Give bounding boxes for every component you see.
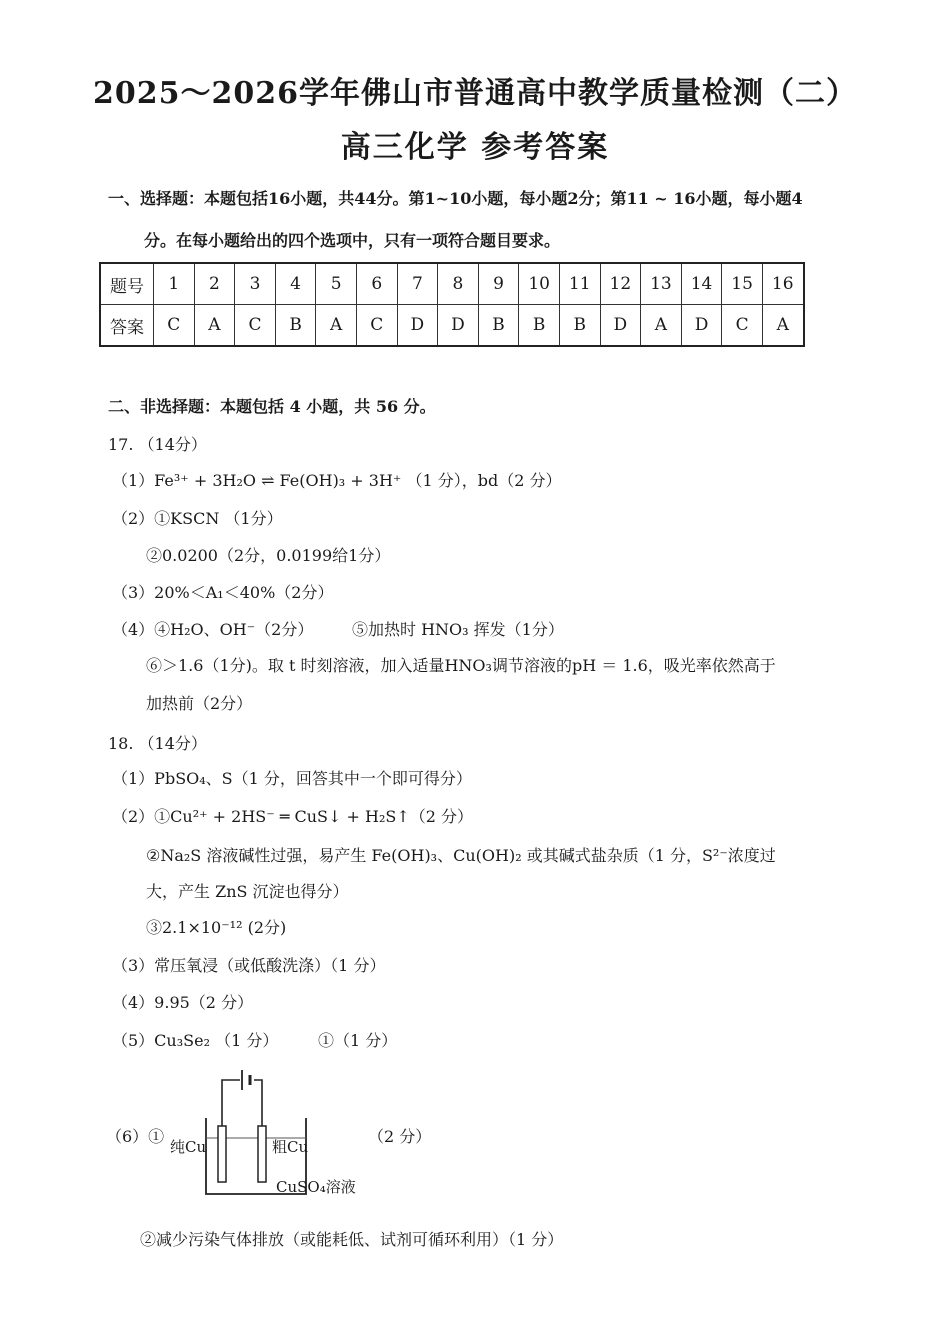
- answer-cell: D: [397, 305, 438, 347]
- answer-cell: D: [438, 305, 479, 347]
- question-number: 14: [681, 263, 722, 305]
- question-row-header: 题号: [100, 263, 154, 305]
- q18-part5b: ①（1 分）: [318, 1031, 398, 1050]
- q17-part2a: （2）①KSCN （1分）: [112, 509, 283, 528]
- question-number: 10: [519, 263, 560, 305]
- answer-cell: B: [559, 305, 600, 347]
- q17-part3: （3）20%＜A₁＜40%（2分）: [112, 583, 334, 602]
- pure-cu-electrode: [218, 1126, 226, 1182]
- q18-part1: （1）PbSO₄、S（1 分，回答其中一个即可得分）: [112, 769, 472, 788]
- question-number: 1: [154, 263, 195, 305]
- q17-part2b: ②0.0200（2分，0.0199给1分）: [146, 546, 391, 565]
- answer-cell: A: [194, 305, 235, 347]
- crude-cu-electrode: [258, 1126, 266, 1182]
- section1-intro-line2: 分。在每小题给出的四个选项中，只有一项符合题目要求。: [144, 231, 561, 250]
- answer-cell: C: [235, 305, 276, 347]
- q17-part4c: ⑥＞1.6（1分)。取 t 时刻溶液，加入适量HNO₃调节溶液的pH ＝ 1.6，吸光率依然高于: [146, 656, 776, 675]
- question-number: 8: [438, 263, 479, 305]
- answer-cell: A: [316, 305, 357, 347]
- q18-part2a: （2）①Cu²⁺ + 2HS⁻ ═ CuS↓ + H₂S↑（2 分）: [112, 807, 474, 826]
- question-number: 4: [275, 263, 316, 305]
- answer-cell: C: [722, 305, 763, 347]
- question-number: 5: [316, 263, 357, 305]
- question-number: 12: [600, 263, 641, 305]
- wire-right: [254, 1080, 262, 1130]
- q18-part2c: 大，产生 ZnS 沉淀也得分）: [146, 882, 349, 901]
- answer-table: [99, 262, 805, 347]
- page-title: 2025～2026学年佛山市普通高中教学质量检测（二）: [93, 76, 857, 111]
- q18-part6-score: （2 分）: [368, 1127, 432, 1146]
- answer-cell: C: [154, 305, 195, 347]
- answer-row: [100, 305, 804, 347]
- crude-cu-label: 粗Cu: [272, 1138, 309, 1156]
- q18-part5a: （5）Cu₃Se₂ （1 分）: [112, 1031, 279, 1050]
- q17-part1: （1）Fe³⁺ + 3H₂O ⇌ Fe(OH)₃ + 3H⁺ （1 分），bd（2 分）: [112, 471, 562, 490]
- q18-part6b: ②减少污染气体排放（或能耗低、试剂可循环利用）（1 分）: [140, 1230, 564, 1249]
- q17-title: 17. （14分）: [108, 435, 207, 454]
- answer-cell: B: [478, 305, 519, 347]
- question-number: 9: [478, 263, 519, 305]
- answer-row-header: 答案: [100, 305, 154, 347]
- wire-left: [222, 1080, 240, 1130]
- q18-part4: （4）9.95（2 分）: [112, 993, 254, 1012]
- q18-part2d: ③2.1×10⁻¹² (2分): [146, 918, 287, 937]
- pure-cu-label: 纯Cu: [170, 1138, 207, 1156]
- question-number: 2: [194, 263, 235, 305]
- answer-cell: A: [641, 305, 682, 347]
- question-number: 6: [356, 263, 397, 305]
- question-number: 16: [762, 263, 803, 305]
- page-subtitle: 高三化学 参考答案: [340, 130, 610, 165]
- q17-part4d: 加热前（2分）: [146, 694, 253, 713]
- question-number: 13: [641, 263, 682, 305]
- q18-part2b: ②Na₂S 溶液碱性过强，易产生 Fe(OH)₃、Cu(OH)₂ 或其碱式盐杂质（1 分，S²⁻浓度过: [146, 846, 776, 865]
- answer-cell: C: [356, 305, 397, 347]
- section2-heading: 二、非选择题：本题包括 4 小题，共 56 分。: [108, 397, 436, 416]
- cuso4-solution-label: CuSO₄溶液: [276, 1178, 356, 1196]
- answer-cell: D: [681, 305, 722, 347]
- answer-cell: D: [600, 305, 641, 347]
- q17-part4b: ⑤加热时 HNO₃ 挥发（1分）: [352, 620, 564, 639]
- q17-part4a: （4）④H₂O、OH⁻（2分）: [112, 620, 314, 639]
- q18-part6-label: （6）①: [106, 1127, 165, 1146]
- question-number: 15: [722, 263, 763, 305]
- section1-intro-line1: 一、选择题：本题包括16小题，共44分。第1~10小题，每小题2分；第11 ~ 16小题，每小题4: [108, 189, 803, 208]
- q18-part3: （3）常压氧浸（或低酸洗涤）（1 分）: [112, 956, 386, 975]
- question-number: 11: [559, 263, 600, 305]
- question-number: 3: [235, 263, 276, 305]
- question-number: 7: [397, 263, 438, 305]
- answer-cell: B: [275, 305, 316, 347]
- answer-cell: A: [762, 305, 803, 347]
- answer-cell: B: [519, 305, 560, 347]
- q18-title: 18. （14分）: [108, 734, 207, 753]
- question-number-row: [100, 263, 804, 305]
